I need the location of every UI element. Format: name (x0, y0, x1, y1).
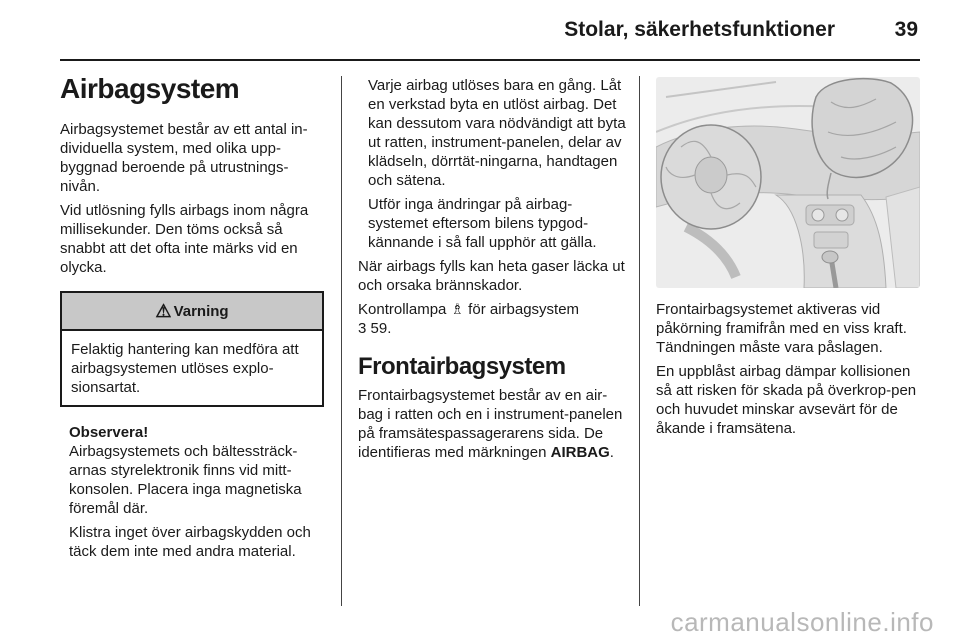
paragraph: Airbagsystemet består av ett antal in-dividuella system, med olika upp-byggnad beroende på utrustnings-nivån. (60, 121, 308, 195)
column-divider (341, 76, 342, 606)
warning-box (60, 291, 324, 407)
header-divider (60, 59, 920, 61)
column-2 (358, 76, 628, 467)
paragraph: Klistra inget över airbagskydden och täck dem inte med andra material. (69, 524, 311, 560)
warning-triangle-icon: ⚠ (155, 300, 172, 321)
warning-title: Varning (173, 302, 229, 320)
paragraph: Frontairbagsystemet består av en air-bag i ratten och en i instrument-panelen på framsätespassagerarens sida. De identifieras med märkningen AIRBAG. (358, 387, 623, 461)
page-number: 39 (894, 18, 918, 41)
airbag-warning-lamp-icon: ♗ (450, 301, 465, 318)
note-block (60, 423, 325, 561)
running-header-title: Stolar, säkerhetsfunktioner (564, 18, 835, 41)
note-title: Observera! (69, 424, 149, 441)
warning-header (62, 293, 322, 331)
paragraph: Utför inga ändringar på airbag-systemet eftersom bilens typgod-kännande i så fall upphör att gälla. (368, 196, 597, 251)
paragraph: Airbagsystemets och bältessträck-arnas styrelektronik finns vid mitt-konsolen. Placera inga magnetiska föremål där. (69, 443, 302, 517)
warning-continuation (358, 76, 628, 252)
column-3 (656, 300, 924, 443)
column-divider (639, 76, 640, 606)
section-heading: Frontairbagsystem (358, 353, 566, 380)
airbag-illustration (656, 77, 920, 288)
warning-text: Felaktig hantering kan medföra att airbagsystemen utlöses explo-sionsartat. (71, 341, 299, 396)
airbag-marking: AIRBAG (550, 444, 610, 461)
paragraph: Frontairbagsystemet aktiveras vid påkörning framifrån med en viss kraft. Tändningen måste vara påslagen. (656, 301, 907, 356)
paragraph: En uppblåst airbag dämpar kollisionen så att risken för skada på överkrop-pen och huvudet minskar avsevärt för de åkande i framsätena. (656, 363, 917, 437)
paragraph: Vid utlösning fylls airbags inom några millisekunder. Den töms också så snabbt att det ofta inte märks vid en olycka. (60, 202, 309, 276)
section-heading: Airbagsystem (60, 73, 240, 104)
page-reference: 3 59. (358, 320, 392, 337)
column-1 (60, 72, 325, 566)
paragraph: När airbags fylls kan heta gaser läcka ut och orsaka brännskador. (358, 258, 625, 294)
paragraph: Kontrollampa ♗ för airbagsystem 3 59. (358, 301, 580, 337)
paragraph: Varje airbag utlöses bara en gång. Låt en verkstad byta en utlöst airbag. Det kan dessutom vara nödvändigt att byta ut ratten, instrument-panelen, delar av klädseln, dörrtät-ningarna, handtagen och sätena. (368, 77, 626, 189)
watermark: carmanualsonline.info (670, 607, 934, 637)
